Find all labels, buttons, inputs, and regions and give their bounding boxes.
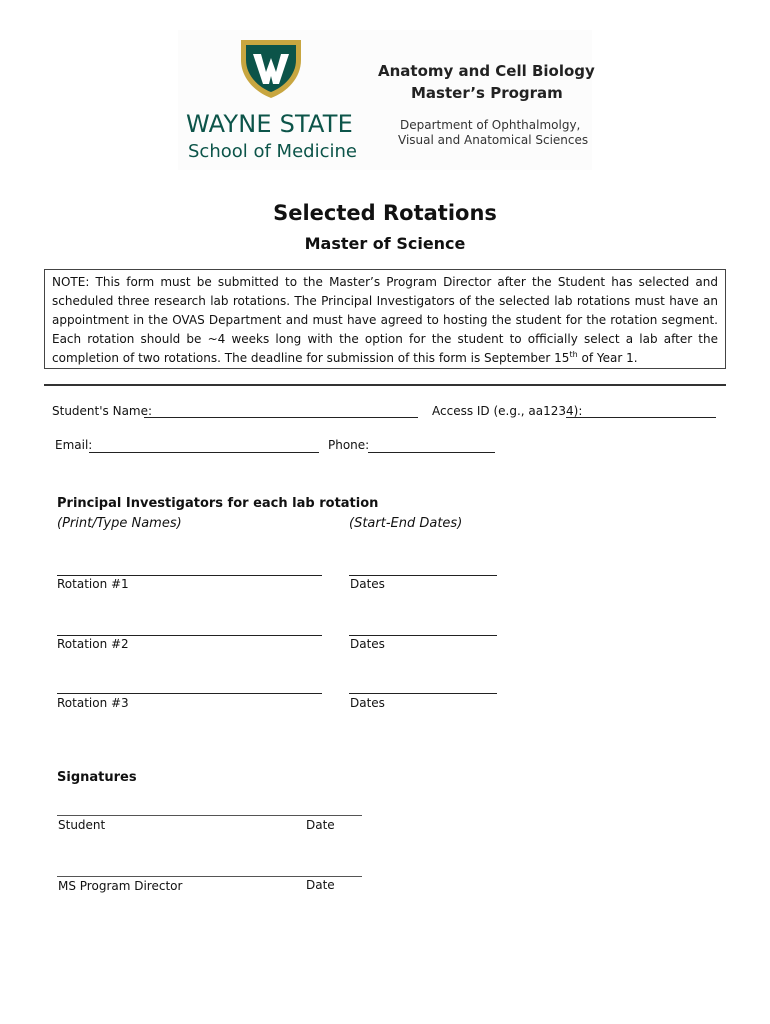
rotation-1-dates-field[interactable] [349,575,497,576]
signatures-heading: Signatures [57,770,137,785]
student-signature-label: Student [58,818,106,832]
form-title: Selected Rotations [273,201,497,225]
program-name-line2: Master’s Program [411,84,563,102]
director-signature-label: MS Program Director [58,879,183,893]
rotation-3-dates-label: Dates [350,696,385,710]
school-name: School of Medicine [188,141,357,162]
section-divider [44,384,726,386]
email-label: Email: [55,438,93,452]
form-subtitle: Master of Science [304,234,466,253]
email-field[interactable] [89,452,319,453]
student-name-field[interactable] [144,417,418,418]
rotation-2-name-field[interactable] [57,635,322,636]
department-line2: Visual and Anatomical Sciences [398,133,589,147]
investigators-heading: Principal Investigators for each lab rotation [57,496,379,511]
rotation-2-dates-field[interactable] [349,635,497,636]
rotation-1-name-field[interactable] [57,575,322,576]
access-id-label: Access ID (e.g., aa1234): [432,404,583,418]
student-name-label: Student's Name: [52,404,153,418]
phone-label: Phone: [328,438,370,452]
dates-hint: (Start-End Dates) [349,516,463,531]
director-date-label: Date [306,878,335,892]
rotation-2-label: Rotation #2 [57,637,129,651]
rotation-1-dates-label: Dates [350,577,385,591]
program-name-line1: Anatomy and Cell Biology [378,62,595,80]
director-signature-field[interactable] [57,876,362,877]
phone-field[interactable] [368,452,495,453]
department-line1: Department of Ophthalmolgy, [400,118,581,132]
student-date-label: Date [306,818,335,832]
names-hint: (Print/Type Names) [57,516,182,531]
note-text-end: of Year 1. [577,351,638,365]
note-box [44,269,726,369]
wayne-state-shield-icon [237,38,305,100]
access-id-field[interactable] [566,417,716,418]
note-text: NOTE: This form must be submitted to the Master’s Program Director after the Student has selected and scheduled three research lab rotations. The Principal Investigators of the selected lab rotations must have an appointment in the OVAS Department and must have agreed to hosting the student for the rotation segment. Each rotation should be ~4 weeks long with the option for the student to officially select a lab after the completion of two rotations. The deadline for submission of this form is September 15 [52,275,718,365]
rotation-1-label: Rotation #1 [57,577,129,591]
student-signature-field[interactable] [57,815,362,816]
rotation-3-name-field[interactable] [57,693,322,694]
note-superscript: th [569,350,578,359]
rotation-3-label: Rotation #3 [57,696,129,710]
university-name: WAYNE STATE [186,110,353,138]
rotation-3-dates-field[interactable] [349,693,497,694]
rotation-2-dates-label: Dates [350,637,385,651]
